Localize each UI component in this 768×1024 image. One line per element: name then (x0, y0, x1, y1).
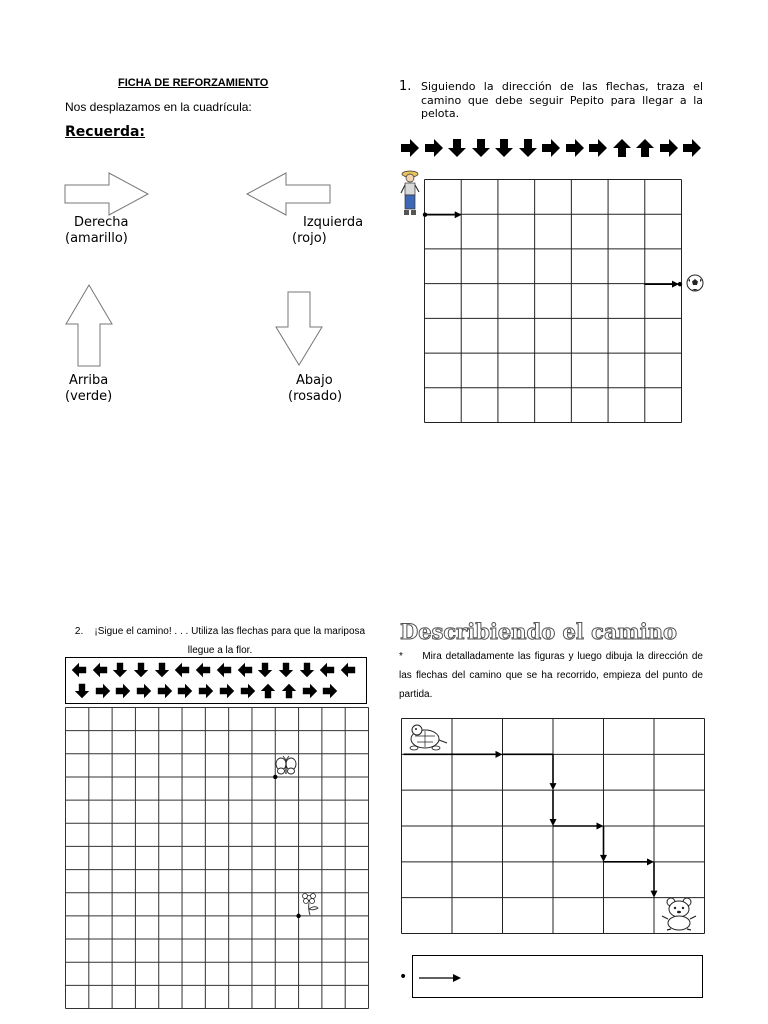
exercise1-instruction: Siguiendo la dirección de las flechas, traza el camino que debe seguir Pepito para llegar a la pelota. (421, 80, 703, 120)
soccer-ball-icon (686, 274, 704, 292)
answer-box[interactable] (412, 955, 703, 998)
exercise1-number: 1. (399, 79, 412, 94)
exercise3-instruction: Mira detalladamente las figuras y luego dibuja la dirección de las flechas del camino que se ha recorrido, empieza del punto de partida. (399, 651, 703, 700)
arrow-left-icon (246, 172, 332, 216)
answer-arrow-right-icon (419, 973, 461, 983)
arrow-right-icon (95, 683, 111, 699)
path3-seg-3 (550, 790, 557, 826)
legend-down-color: (rosado) (288, 389, 343, 404)
arrow-right-icon (302, 683, 318, 699)
legend-right-label: Derecha (74, 215, 129, 230)
path3-seg-2 (550, 754, 557, 790)
path-arrow-end (644, 281, 679, 288)
arrow-right-icon (565, 138, 585, 158)
arrow-down-icon (154, 662, 170, 678)
arrow-right-icon (219, 683, 235, 699)
flower-icon (299, 891, 321, 917)
arrow-down-icon (112, 662, 128, 678)
arrow-up-icon (281, 683, 297, 699)
arrow-right-icon (424, 138, 444, 158)
arrow-right-icon (322, 683, 338, 699)
arrow-down-icon (518, 138, 538, 158)
worksheet-title: FICHA DE REFORZAMIENTO (118, 77, 269, 89)
arrow-right-icon (541, 138, 561, 158)
bear-icon (659, 897, 699, 931)
exercise3-title: Describiendo el camino (400, 619, 678, 644)
remember-heading: Recuerda: (65, 124, 146, 140)
arrow-right-icon (198, 683, 214, 699)
exercise2-number: 2. (74, 626, 84, 637)
legend-up-label: Arriba (69, 373, 109, 388)
arrow-up-icon (612, 138, 632, 158)
legend-left (292, 215, 363, 247)
exercise2-arrow-row-1 (71, 662, 363, 679)
exercise2-instruction-block (70, 622, 370, 660)
legend-left-label: Izquierda (303, 215, 364, 230)
arrow-left-icon (216, 662, 232, 678)
turtle-icon (403, 722, 449, 752)
arrow-down-icon (74, 683, 90, 699)
legend-right-color: (amarillo) (65, 231, 128, 246)
arrow-down-icon (494, 138, 514, 158)
butterfly-icon (275, 756, 297, 776)
arrow-left-icon (174, 662, 190, 678)
end-point (678, 282, 682, 286)
boy-figure-icon (399, 168, 421, 218)
exercise2-grid[interactable] (65, 707, 369, 1009)
arrow-right-icon (64, 172, 150, 216)
arrow-left-icon (92, 662, 108, 678)
exercise3-instruction-block (399, 647, 703, 704)
worksheet-subtitle: Nos desplazamos en la cuadrícula: (65, 100, 252, 114)
arrow-right-icon (588, 138, 608, 158)
arrow-right-icon (682, 138, 702, 158)
arrow-right-icon (659, 138, 679, 158)
legend-right (65, 215, 128, 247)
arrow-up-icon (260, 683, 276, 699)
arrow-right-icon (400, 138, 420, 158)
arrow-down-icon (447, 138, 467, 158)
arrow-down-icon (133, 662, 149, 678)
path3-seg-6 (604, 858, 655, 865)
exercise2-arrow-box (65, 657, 367, 704)
arrow-left-icon (71, 662, 87, 678)
arrow-down-icon (275, 291, 325, 367)
arrow-up-icon (635, 138, 655, 158)
legend-up-color: (verde) (65, 389, 113, 404)
legend-up (65, 373, 112, 405)
legend-down-label: Abajo (296, 373, 333, 388)
arrow-left-icon (195, 662, 211, 678)
arrow-down-icon (471, 138, 491, 158)
path3-seg-5 (600, 826, 607, 862)
exercise1-grid[interactable] (424, 179, 682, 423)
exercise2-instruction: ¡Sigue el camino! . . . Utiliza las flechas para que la mariposa llegue a la flor. (94, 626, 366, 656)
arrow-right-icon (240, 683, 256, 699)
arrow-down-icon (278, 662, 294, 678)
legend-left-color: (rojo) (292, 231, 327, 246)
arrow-right-icon (136, 683, 152, 699)
answer-bullet: • (399, 969, 408, 985)
exercise1-arrow-sequence (400, 138, 705, 158)
exercise3-bullet: * (399, 651, 403, 662)
arrow-left-icon (340, 662, 356, 678)
arrow-up-icon (65, 284, 115, 368)
path3-seg-7 (651, 862, 658, 898)
arrow-right-icon (115, 683, 131, 699)
arrow-left-icon (319, 662, 335, 678)
arrow-down-icon (257, 662, 273, 678)
path3-seg-4 (553, 823, 604, 830)
arrow-right-icon (157, 683, 173, 699)
arrow-down-icon (299, 662, 315, 678)
path-arrow-start (425, 211, 462, 218)
arrow-right-icon (177, 683, 193, 699)
exercise2-arrow-row-2 (74, 683, 314, 700)
arrow-left-icon (237, 662, 253, 678)
legend-down (288, 373, 342, 405)
